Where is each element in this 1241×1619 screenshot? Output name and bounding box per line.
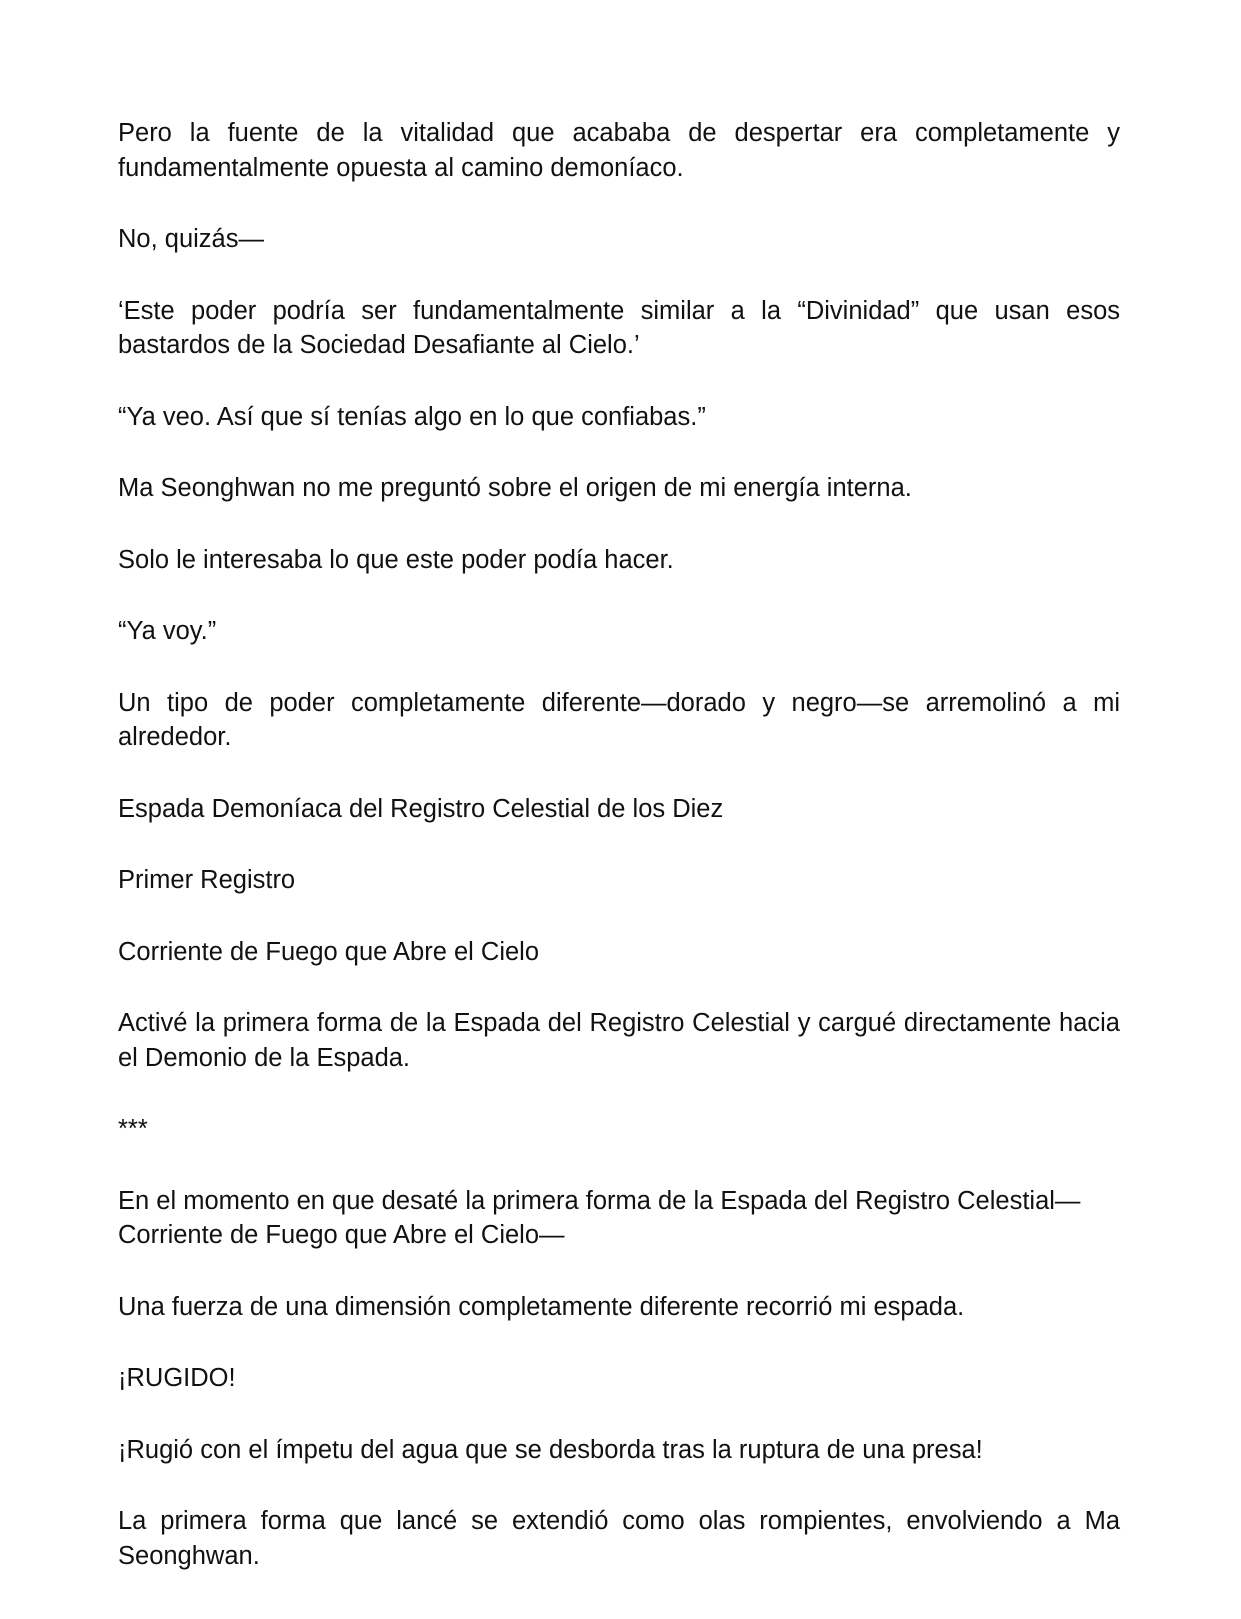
paragraph: Una fuerza de una dimensión completamente diferente recorrió mi espada. [118, 1292, 965, 1321]
body-text [118, 116, 1120, 1610]
paragraph: Un tipo de poder completamente diferente—dorado y negro—se arremolinó a mi alrededor. [118, 688, 1120, 751]
paragraph: Activé la primera forma de la Espada del Registro Celestial y cargué directamente hacia el Demonio de la Espada. [118, 1009, 1120, 1072]
paragraph: Corriente de Fuego que Abre el Cielo [118, 937, 540, 966]
paragraph: No, quizás— [118, 225, 264, 253]
paragraph: “Ya voy.” [118, 617, 217, 645]
paragraph: Pero la fuente de la vitalidad que acababa de despertar era completamente y fundamentalmente opuesta al camino demoníaco. [118, 119, 1120, 182]
paragraph: Espada Demoníaca del Registro Celestial de los Diez [118, 794, 724, 823]
paragraph: La primera forma que lancé se extendió como olas rompientes, envolviendo a Ma Seonghwan. [118, 1507, 1120, 1570]
paragraph: ‘Este poder podría ser fundamentalmente similar a la “Divinidad” que usan esos bastardos de la Sociedad Desafiante al Cielo.’ [118, 296, 1120, 359]
paragraph: “Ya veo. Así que sí tenías algo en lo que confiabas.” [118, 402, 706, 431]
paragraph: En el momento en que desaté la primera forma de la Espada del Registro Celestial—Corriente de Fuego que Abre el Cielo— [118, 1186, 1081, 1249]
paragraph: Primer Registro [118, 866, 296, 894]
paragraph: Solo le interesaba lo que este poder podía hacer. [118, 545, 674, 574]
scene-break: *** [118, 1115, 148, 1143]
paragraph: ¡Rugió con el ímpetu del agua que se desborda tras la ruptura de una presa! [118, 1435, 983, 1464]
paragraph: ¡RUGIDO! [118, 1364, 236, 1392]
paragraph: Ma Seonghwan no me preguntó sobre el origen de mi energía interna. [118, 474, 912, 502]
